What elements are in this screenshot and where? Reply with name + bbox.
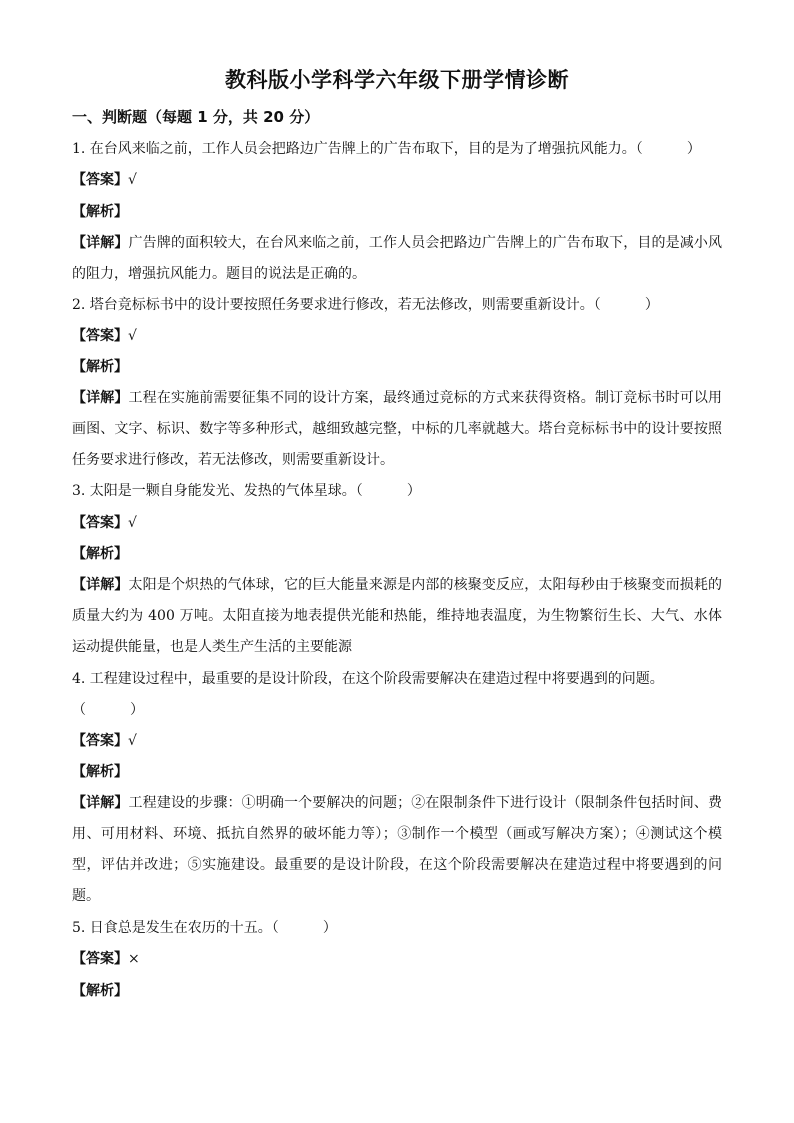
question-1-analysis-label: 【解析】 [72,204,128,220]
question-4-analysis-label: 【解析】 [72,764,128,780]
question-2-analysis-label: 【解析】 [72,359,128,375]
section-heading: 一、判断题（每题 1 分，共 20 分） [72,108,320,126]
question-4-stem-blank: （ ） [72,702,144,718]
question-1-detail: 【详解】广告牌的面积较大，在台风来临之前，工作人员会把路边广告牌上的广告布取下，目的是减小风的阻力，增强抗风能力。题目的说法是正确的。 [72,235,723,282]
question-3-answer: 【答案】√ [72,515,137,531]
question-5-stem: 5. 日食总是发生在农历的十五。（ ） [72,920,337,936]
question-3-stem: 3. 太阳是一颗自身能发光、发热的气体星球。（ ） [72,483,421,499]
page-title: 教科版小学科学六年级下册学情诊断 [225,67,569,92]
question-2-answer: 【答案】√ [72,328,137,344]
question-5-analysis-label: 【解析】 [72,983,128,999]
question-4-answer: 【答案】√ [72,733,137,749]
question-1-stem: 1. 在台风来临之前，工作人员会把路边广告牌上的广告布取下，目的是为了增强抗风能力。（ ） [72,141,701,157]
question-3-analysis-label: 【解析】 [72,546,128,562]
question-5-answer: 【答案】× [72,951,140,967]
question-1-answer: 【答案】√ [72,172,137,188]
question-2-stem: 2. 塔台竞标标书中的设计要按照任务要求进行修改，若无法修改，则需要重新设计。（ ） [72,297,659,313]
question-2-detail: 【详解】工程在实施前需要征集不同的设计方案，最终通过竞标的方式来获得资格。制订竞标书时可以用画图、文字、标识、数字等多种形式，越细致越完整，中标的几率就越大。塔台竞标标书中的设计要按照任务要求进行修改，若无法修改，则需要重新设计。 [72,390,723,468]
question-3-detail: 【详解】太阳是个炽热的气体球，它的巨大能量来源是内部的核聚变反应，太阳每秒由于核聚变而损耗的质量大约为 400 万吨。太阳直接为地表提供光能和热能，维持地表温度，为生物繁衍生长、大气、水体运动提供能量，也是人类生产生活的主要能源 [72,577,723,655]
question-4-stem: 4. 工程建设过程中，最重要的是设计阶段，在这个阶段需要解决在建造过程中将要遇到的问题。 [72,671,664,687]
question-4-detail: 【详解】工程建设的步骤：①明确一个要解决的问题；②在限制条件下进行设计（限制条件包括时间、费用、可用材料、环境、抵抗自然界的破坏能力等）；③制作一个模型（画或写解决方案）；④测试这个模型，评估并改进；⑤实施建设。最重要的是设计阶段，在这个阶段需要解决在建造过程中将要遇到的问题。 [72,795,723,904]
